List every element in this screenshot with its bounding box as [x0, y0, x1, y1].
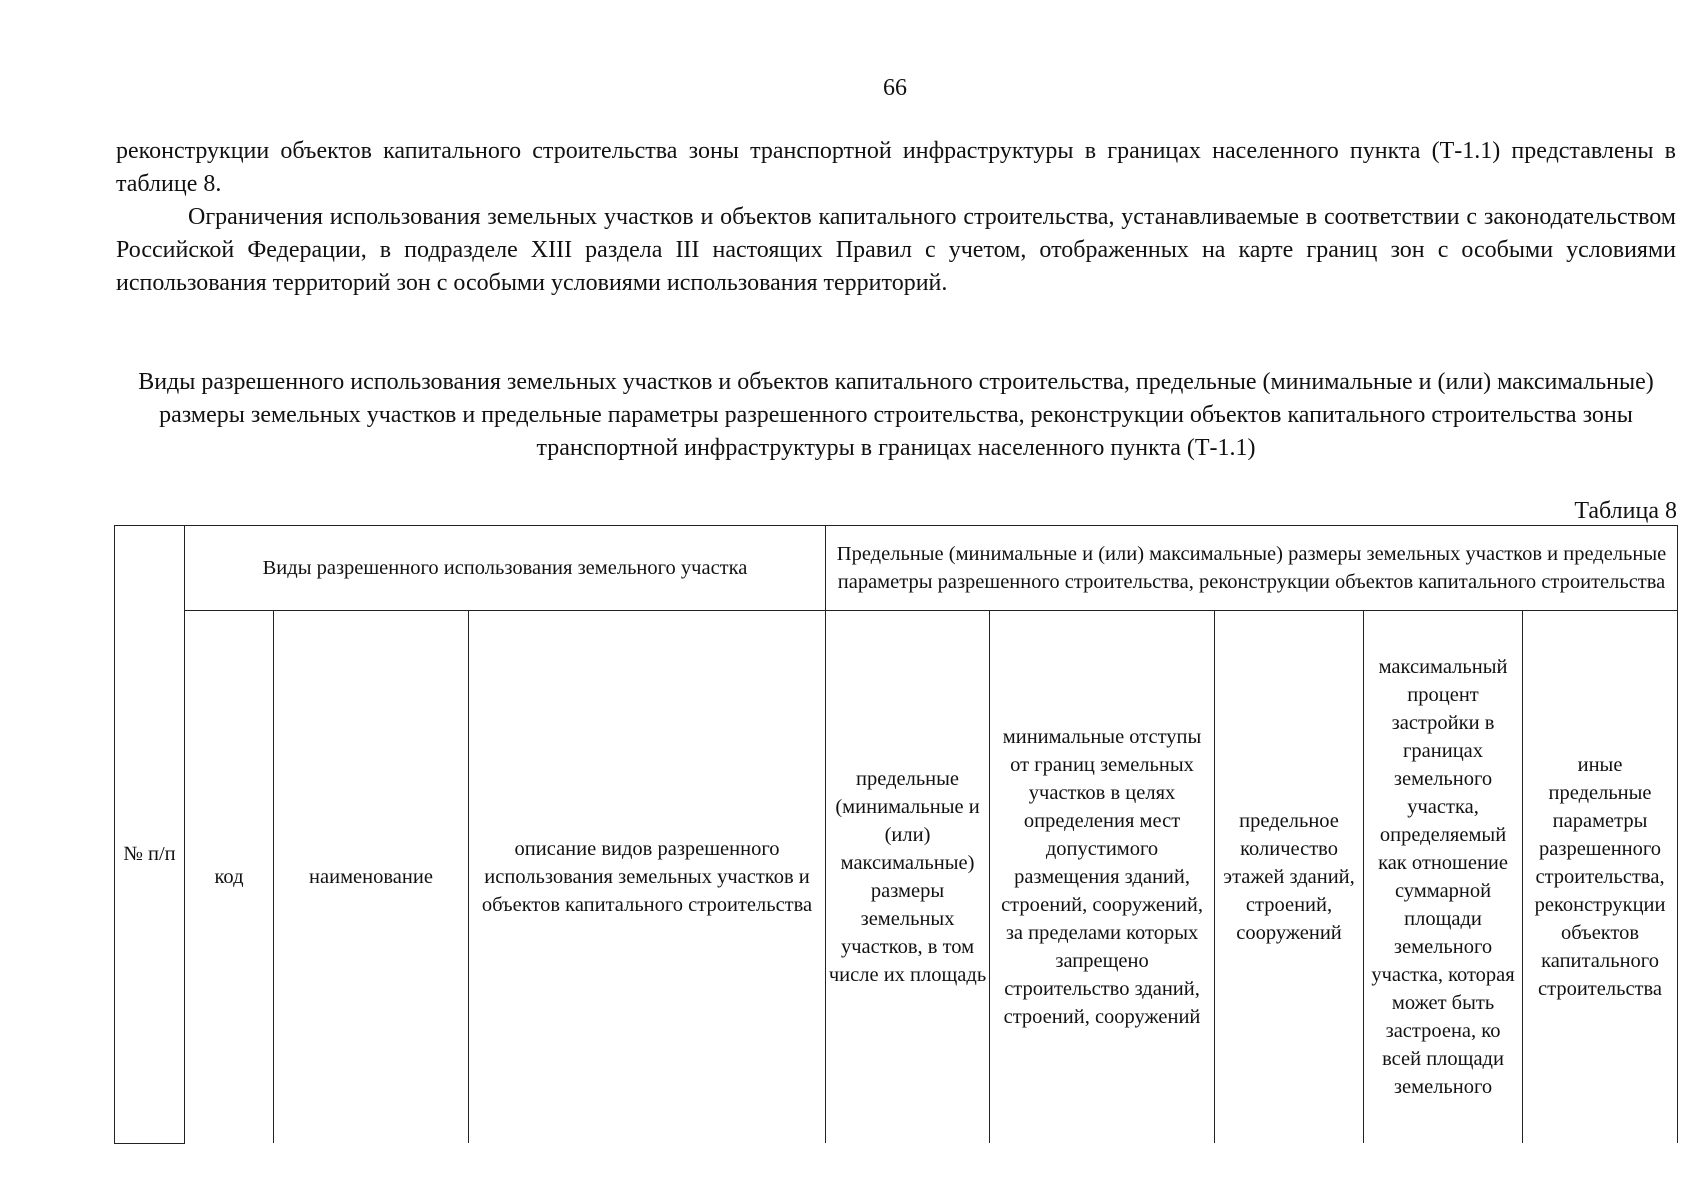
column-header-description: описание видов разрешенного использования земельных участков и объектов капитального строительства	[469, 611, 826, 1144]
page-number: 66	[883, 75, 907, 101]
column-header-number: № п/п	[115, 526, 185, 1144]
group-header-limit-parameters: Предельные (минимальные и (или) максимальные) размеры земельных участков и предельные параметры разрешенного строительства, реконструкции объектов капитального строительства	[826, 526, 1678, 611]
paragraph: реконструкции объектов капитального строительства зоны транспортной инфраструктуры в границах населенного пункта (Т-1.1) представлены в таблице 8.	[116, 138, 1676, 197]
table-caption: Виды разрешенного использования земельных участков и объектов капитального строительства, предельные (минимальные и (или) максимальные) размеры земельных участков и предельные параметры разрешенного строительства, реконструкции объектов капитального строительства зоны транспортной инфраструктуры в границах населенного пункта (Т-1.1)	[138, 369, 1654, 461]
column-header-name: наименование	[274, 611, 469, 1144]
column-header-other-params: иные предельные параметры разрешенного строительства, реконструкции объектов капитального строительства	[1523, 611, 1678, 1144]
table-label: Таблица 8	[1574, 498, 1677, 524]
group-header-permitted-uses: Виды разрешенного использования земельного участка	[185, 526, 826, 611]
paragraph: Ограничения использования земельных участков и объектов капитального строительства, устанавливаемые в соответствии с законодательством Российской Федерации, в подразделе XIII раздела III настоящих Правил с учетом, отображенных на карте границ зон с особыми условиями использования территорий зон с особыми условиями использования территорий.	[116, 204, 1676, 296]
parameters-table	[114, 525, 1678, 1144]
body-text	[116, 135, 1676, 300]
column-header-plot-sizes: предельные (минимальные и (или) максимальные) размеры земельных участков, в том числе их площадь	[826, 611, 990, 1144]
column-header-build-percent: максимальный процент застройки в границах земельного участка, определяемый как отношение суммарной площади земельного участка, которая может быть застроена, ко всей площади земельного	[1364, 611, 1523, 1144]
column-header-floors: предельное количество этажей зданий, строений, сооружений	[1215, 611, 1364, 1144]
column-header-code: код	[185, 611, 274, 1144]
column-header-setbacks: минимальные отступы от границ земельных участков в целях определения мест допустимого размещения зданий, строений, сооружений, за пределами которых запрещено строительство зданий, строений, сооружений	[990, 611, 1215, 1144]
